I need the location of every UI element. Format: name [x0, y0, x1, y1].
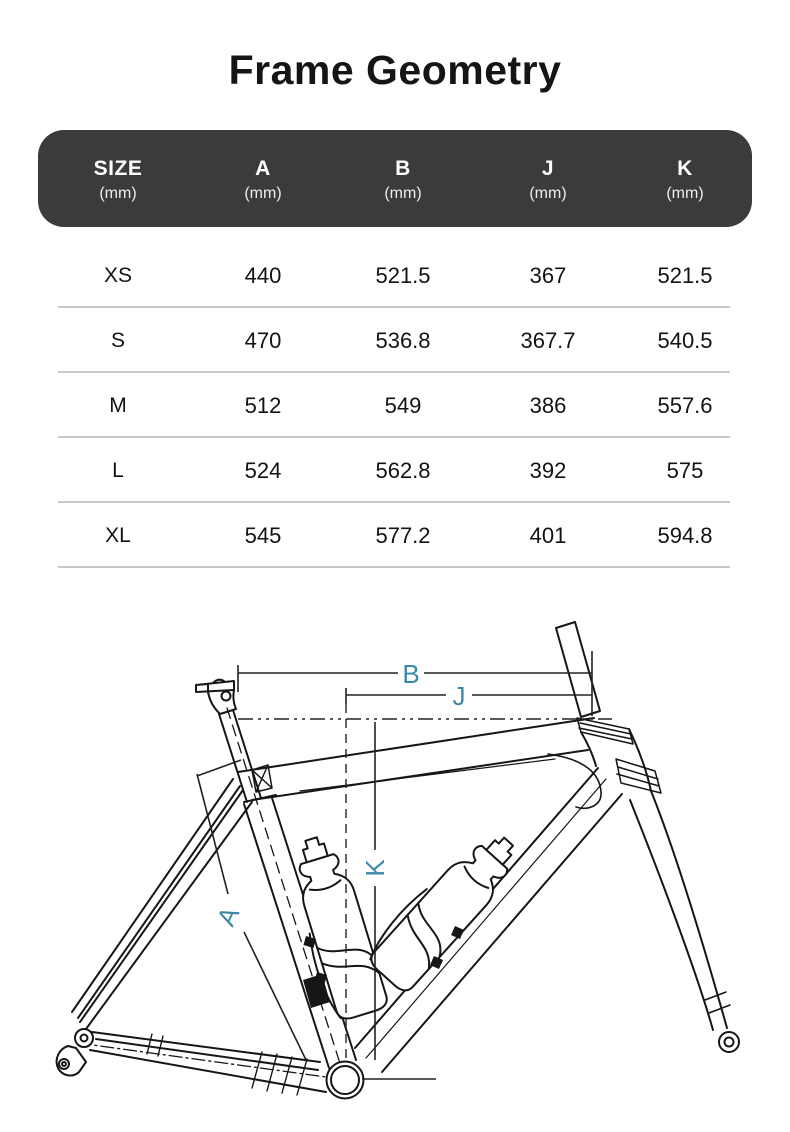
geometry-table — [0, 130, 790, 568]
size-cell: S — [110, 328, 125, 352]
value-cell: 367 — [529, 262, 567, 288]
header-col-j — [478, 157, 618, 203]
size-cell: XL — [105, 523, 131, 547]
top-tube-inner-line — [300, 759, 555, 791]
down-tube-inner-line — [366, 779, 606, 1058]
saddle-clamp-bolt — [222, 692, 231, 701]
label-j: J — [452, 681, 466, 711]
value-cell: 524 — [244, 457, 282, 483]
geometry-diagram — [0, 568, 790, 1132]
page-title: Frame Geometry — [228, 47, 562, 93]
table-row-s — [38, 308, 752, 373]
header-unit: (mm) — [529, 184, 567, 202]
rear-dropout-circle — [75, 1029, 93, 1047]
header-col-k — [618, 157, 752, 203]
value-cell: 521.5 — [375, 262, 431, 288]
size-cell: XS — [103, 263, 132, 287]
header-col-b — [328, 157, 478, 203]
value-cell: 540.5 — [657, 327, 713, 353]
value-cell: 577.2 — [375, 522, 431, 548]
front-triangle-fillet — [548, 754, 601, 808]
header-label: K — [677, 156, 693, 180]
header-label: B — [395, 156, 411, 180]
value-cell: 562.8 — [375, 457, 431, 483]
value-cell: 392 — [529, 457, 567, 483]
header-unit: (mm) — [99, 184, 137, 202]
dim-j-line — [346, 688, 592, 704]
fork-blade — [630, 791, 727, 1030]
header-label: SIZE — [93, 156, 143, 180]
fork-tip-ribs — [705, 992, 730, 1013]
top-tube — [238, 718, 594, 800]
header-unit: (mm) — [384, 184, 422, 202]
value-cell: 367.7 — [520, 327, 576, 353]
hanger-circle — [59, 1059, 69, 1069]
value-cell: 386 — [529, 392, 567, 418]
label-a: A — [210, 901, 246, 931]
size-cell: L — [112, 458, 124, 482]
value-cell: 575 — [666, 457, 704, 483]
table-row-xl — [38, 503, 752, 568]
table-header — [38, 130, 752, 227]
value-cell: 470 — [244, 327, 282, 353]
header-label: J — [541, 156, 555, 180]
value-cell: 536.8 — [375, 327, 431, 353]
value-cell: 594.8 — [657, 522, 713, 548]
value-cell: 440 — [244, 262, 282, 288]
value-cell: 557.6 — [657, 392, 713, 418]
table-body — [38, 243, 752, 568]
seat-stays — [72, 779, 252, 1029]
header-unit: (mm) — [244, 184, 282, 202]
table-row-m — [38, 373, 752, 438]
header-label: A — [255, 156, 271, 180]
water-bottle-down-tube — [362, 820, 528, 995]
header-col-size — [38, 157, 198, 203]
frame-diagram-svg — [0, 568, 790, 1132]
header-col-a — [198, 157, 328, 203]
value-cell: 545 — [244, 522, 282, 548]
bike-frame-drawing — [57, 622, 739, 1099]
size-cell: M — [109, 393, 127, 417]
table-row-xs — [38, 243, 752, 308]
value-cell: 512 — [244, 392, 282, 418]
bottom-bracket-outer — [327, 1062, 364, 1099]
value-cell: 549 — [384, 392, 422, 418]
value-cell: 401 — [529, 522, 567, 548]
fork-dropout-circle — [719, 1032, 739, 1052]
fork-crown — [616, 759, 661, 793]
label-k: K — [360, 859, 390, 877]
header-unit: (mm) — [666, 184, 704, 202]
label-b: B — [402, 659, 420, 689]
value-cell: 521.5 — [657, 262, 713, 288]
dimension-lines — [197, 651, 612, 1079]
steerer-tube — [556, 622, 600, 717]
table-row-l — [38, 438, 752, 503]
